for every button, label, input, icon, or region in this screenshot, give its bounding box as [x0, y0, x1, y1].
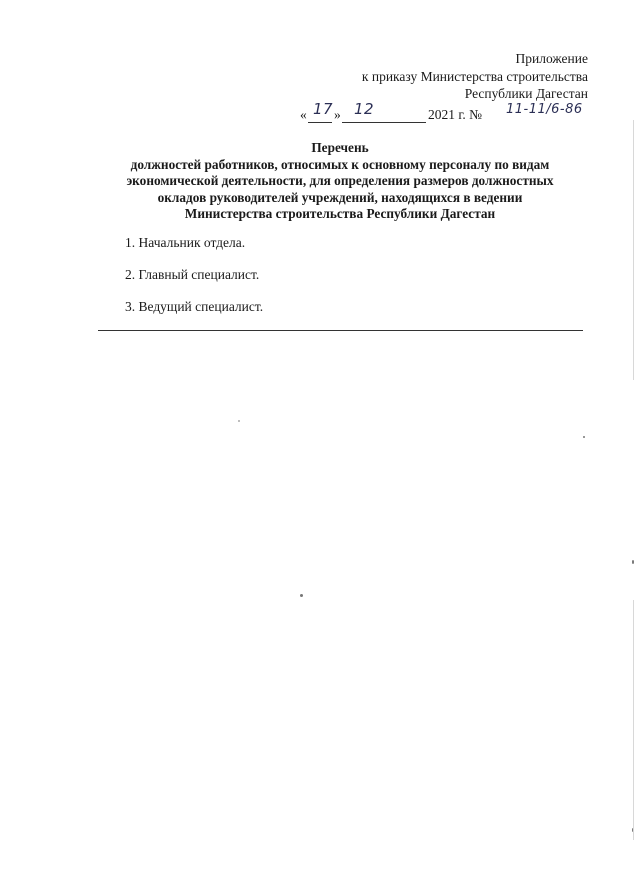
month-underline	[342, 122, 426, 123]
appendix-order-ref: к приказу Министерства строительства	[361, 68, 588, 84]
positions-list	[125, 234, 263, 330]
handwritten-order-number: 11-11/6-86	[506, 101, 583, 117]
end-rule	[98, 330, 583, 331]
handwritten-day: 17	[313, 99, 334, 118]
appendix-republic: Республики Дагестан	[464, 86, 588, 101]
handwritten-month: 12	[354, 99, 375, 118]
document-heading	[90, 140, 590, 223]
day-underline	[308, 122, 332, 123]
heading-line-1: должностей работников, относимых к основному персоналу по видам	[130, 156, 550, 172]
appendix-title: Приложение	[515, 51, 588, 66]
date-open-quote: «	[300, 106, 307, 122]
order-date-line	[258, 99, 588, 125]
date-close-quote: »	[334, 106, 341, 122]
heading-line-3: окладов руководителей учреждений, находящихся в ведении	[157, 189, 523, 205]
list-item: 2. Главный специалист.	[125, 267, 260, 282]
scan-speck	[238, 420, 240, 422]
list-item: 3. Ведущий специалист.	[125, 299, 264, 314]
scan-speck	[300, 594, 303, 597]
heading-line-2: экономической деятельности, для определения размеров должностных	[126, 173, 554, 188]
list-item: 1. Начальник отдела.	[125, 235, 246, 250]
scan-speck	[632, 560, 634, 564]
heading-line-4: Министерства строительства Республики Дагестан	[184, 206, 496, 221]
appendix-block	[258, 50, 588, 125]
scan-edge-line	[633, 120, 634, 380]
date-year: 2021 г. №	[428, 106, 483, 122]
scan-speck	[583, 436, 585, 438]
heading-title: Перечень	[311, 140, 369, 155]
scan-edge-line	[633, 600, 634, 840]
